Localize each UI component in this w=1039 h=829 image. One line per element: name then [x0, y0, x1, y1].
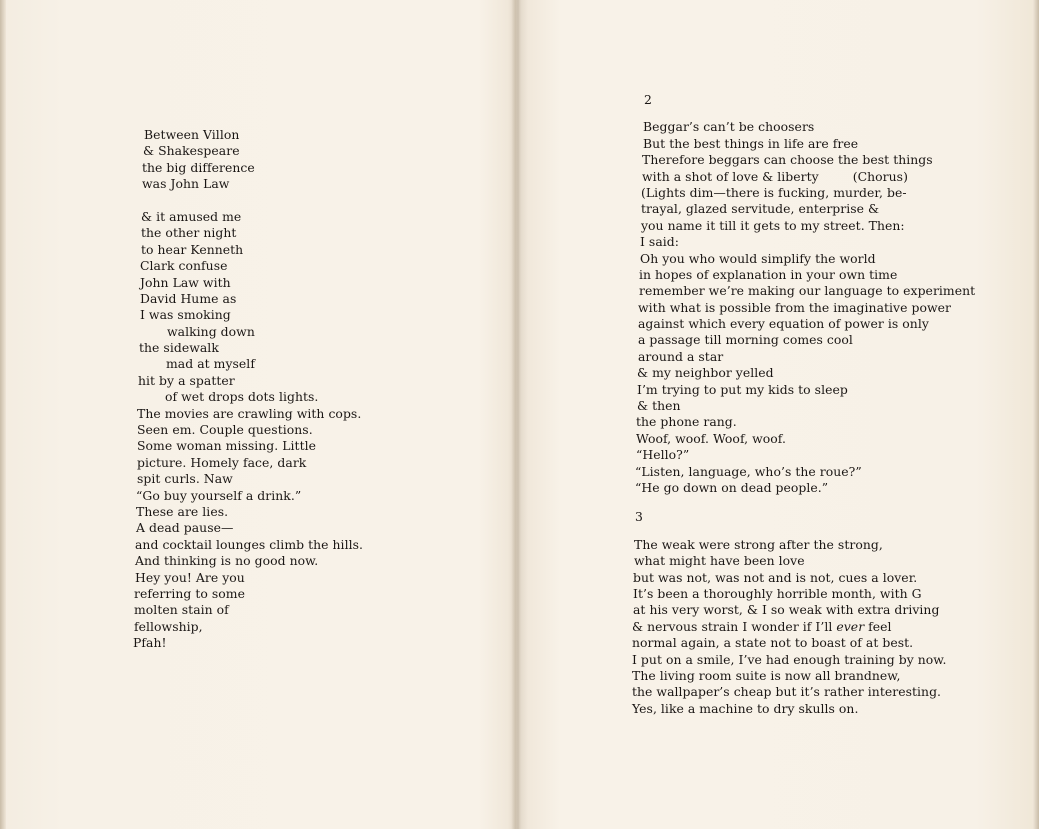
poem-line: normal again, a state not to boast of at best.: [632, 635, 914, 651]
section-number-3: 3: [635, 509, 643, 525]
poem-line: Beggar’s can’t be choosers: [643, 119, 815, 135]
left-stanza-1: [133, 127, 433, 193]
book-gutter: [508, 0, 528, 829]
poem-line: Therefore beggars can choose the best things: [642, 152, 933, 168]
poem-line: & it amused me: [141, 208, 242, 224]
poem-line: The living room suite is now all brandnew,: [632, 667, 901, 683]
poem-line: the big difference: [142, 159, 255, 175]
right-page: [632, 92, 976, 717]
poem-line-with-italic: [632, 619, 962, 635]
poem-line: picture. Homely face, dark: [137, 454, 307, 470]
poem-line: Seen em. Couple questions.: [137, 422, 313, 438]
left-page: [133, 127, 433, 652]
poem-line: The movies are crawling with cops.: [137, 405, 362, 421]
poem-line: the sidewalk: [139, 340, 219, 356]
poem-line: & my neighbor yelled: [637, 365, 774, 381]
stanza-break: [133, 193, 433, 209]
poem-line: “He go down on dead people.”: [635, 479, 829, 495]
poem-line: trayal, glazed servitude, enterprise &: [641, 201, 880, 217]
poem-line: to hear Kenneth: [141, 241, 244, 257]
poem-line: against which every equation of power is only: [638, 316, 929, 332]
poem-line: at his very worst, & I so weak with extra driving: [633, 602, 940, 618]
left-page-edge: [0, 0, 6, 829]
poem-line: fellowship,: [134, 618, 203, 634]
poem-line: Woof, woof. Woof, woof.: [636, 430, 786, 446]
poem-line: Oh you who would simplify the world: [640, 250, 876, 266]
poem-line-text: & nervous strain I wonder if I’ll: [632, 618, 837, 634]
poem-line: of wet drops dots lights.: [165, 389, 319, 405]
poem-line: Hey you! Are you: [135, 569, 245, 585]
poem-line: These are lies.: [136, 503, 229, 519]
poem-line: with what is possible from the imaginative power: [638, 299, 951, 315]
poem-line: a passage till morning comes cool: [638, 332, 853, 348]
poem-line: the wallpaper’s cheap but it’s rather interesting.: [632, 684, 942, 700]
poem-line: I’m trying to put my kids to sleep: [637, 381, 848, 397]
poem-line: “Go buy yourself a drink.”: [136, 487, 302, 503]
poem-line: the phone rang.: [636, 414, 737, 430]
poem-line: in hopes of explanation in your own time: [639, 266, 898, 282]
poem-line: and cocktail lounges climb the hills.: [135, 536, 363, 552]
poem-line: the other night: [141, 225, 237, 241]
poem-line: what might have been love: [634, 553, 805, 569]
poem-line: Pfah!: [133, 635, 167, 651]
poem-line: But the best things in life are free: [643, 135, 859, 151]
poem-line: Some woman missing. Little: [137, 438, 317, 454]
poem-line: & then: [637, 398, 681, 414]
poem-line: I put on a smile, I’ve had enough training by now.: [632, 651, 947, 667]
poem-line: Clark confuse: [140, 258, 228, 274]
section-spacer: [632, 526, 962, 537]
poem-line-text: with a shot of love & liberty: [642, 168, 819, 184]
poem-line: I said:: [640, 234, 679, 250]
section-spacer: [632, 496, 962, 509]
poem-line-chorus: [632, 169, 962, 185]
poem-line: you name it till it gets to my street. Then:: [641, 217, 905, 233]
poem-line: & Shakespeare: [143, 143, 240, 159]
poem-line: around a star: [638, 348, 724, 364]
poem-line: The weak were strong after the strong,: [634, 536, 883, 552]
poem-line: Yes, like a machine to dry skulls on.: [632, 700, 859, 716]
poem-line: referring to some: [134, 585, 245, 601]
poem-line: It’s been a thoroughly horrible month, with G: [633, 585, 922, 601]
section-3: [632, 537, 962, 717]
section-number-2: 2: [644, 92, 652, 107]
poem-line: spit curls. Naw: [137, 471, 233, 487]
chorus-label: (Chorus): [852, 168, 908, 184]
left-stanza-2: [133, 209, 433, 652]
section-2: [632, 119, 976, 496]
poem-line: John Law with: [140, 274, 231, 290]
poem-line-text: feel: [864, 618, 892, 634]
emphasized-word: ever: [836, 618, 865, 634]
poem-line: remember we’re making our language to experiment: [639, 283, 976, 299]
poem-line: And thinking is no good now.: [135, 553, 319, 569]
poem-line: I was smoking: [140, 307, 231, 323]
poem-line: Between Villon: [144, 127, 240, 142]
poem-line: David Hume as: [140, 290, 237, 306]
poem-line: “Listen, language, who’s the roue?”: [635, 463, 862, 479]
poem-line: molten stain of: [134, 602, 229, 618]
poem-line: mad at myself: [166, 356, 255, 372]
section-spacer: [632, 108, 962, 119]
poem-line: hit by a spatter: [138, 372, 235, 388]
poem-line: was John Law: [142, 176, 230, 192]
poem-line: A dead pause—: [136, 520, 234, 536]
poem-line: (Lights dim—there is fucking, murder, be-: [641, 184, 907, 200]
poem-line: but was not, was not and is not, cues a lover.: [633, 569, 918, 585]
right-page-edge: [1033, 0, 1039, 829]
poem-line: walking down: [167, 323, 255, 339]
poem-line: “Hello?”: [636, 447, 690, 463]
